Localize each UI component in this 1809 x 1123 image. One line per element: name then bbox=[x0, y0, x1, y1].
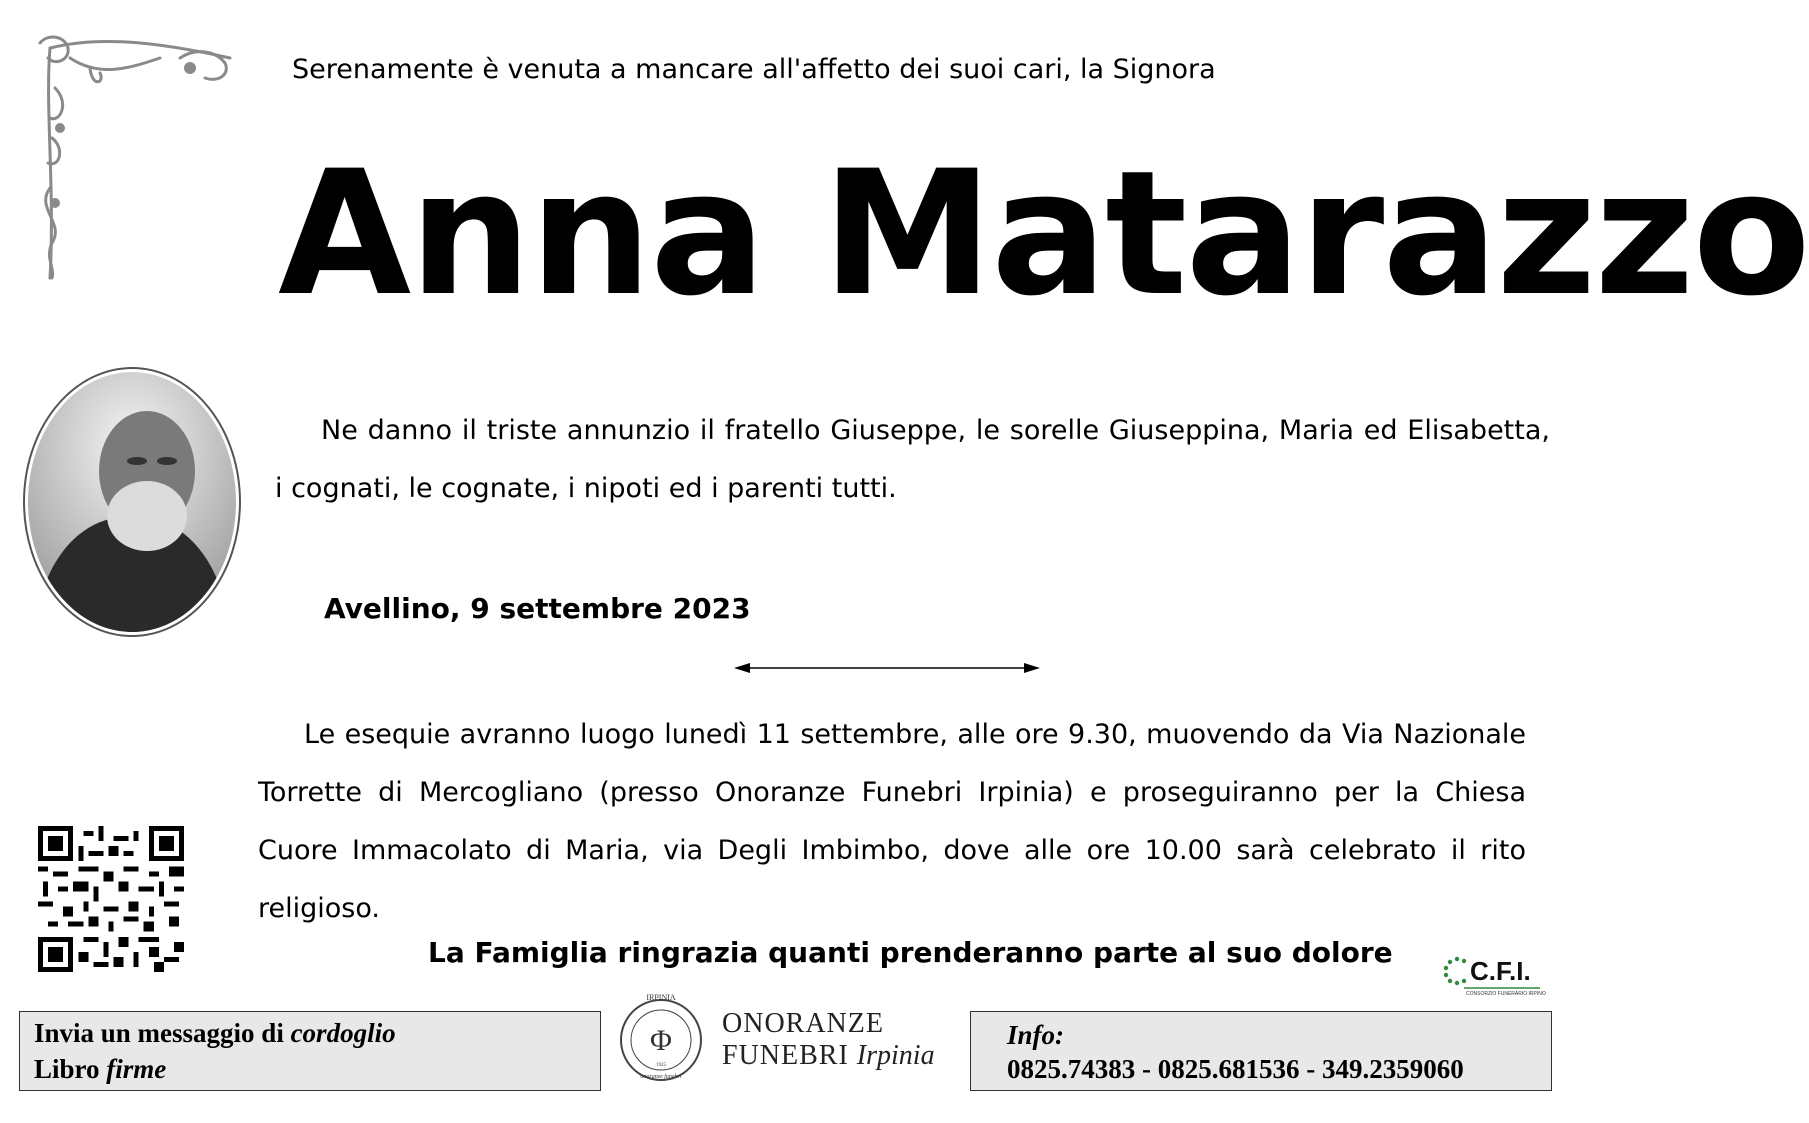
brand-line-1: ONORANZE bbox=[722, 1008, 884, 1039]
svg-text:IRPINIA: IRPINIA bbox=[646, 993, 676, 1002]
svg-text:1925: 1925 bbox=[656, 1063, 666, 1068]
svg-text:onoranze funebri: onoranze funebri bbox=[640, 1074, 682, 1080]
announcement-paragraph: Ne danno il triste annunzio il fratello Giuseppe, le sorelle Giuseppina, Maria ed Elisabetta, i cognati, le cognate, i nipoti ed i parenti tutti. bbox=[275, 415, 1550, 504]
condolence-box[interactable] bbox=[19, 1011, 601, 1091]
guestbook-link[interactable]: Libro firme bbox=[34, 1054, 167, 1084]
funeral-paragraph: Le esequie avranno luogo lunedì 11 settembre, alle ore 9.30, muovendo da Via Nazionale Torrette di Mercogliano (presso Onoranze Funebri Irpinia) e proseguiranno per la Chiesa Cuore Immacolato di Maria, via Degli Imbimbo, dove alle ore 10.00 sarà celebrato il rito religioso. bbox=[258, 719, 1526, 924]
date-place: Avellino, 9 settembre 2023 bbox=[324, 592, 751, 625]
condolence-link[interactable]: Invia un messaggio di cordoglio bbox=[34, 1018, 396, 1048]
deceased-name: Anna Matarazzo bbox=[278, 133, 1809, 334]
svg-text:Φ: Φ bbox=[650, 1024, 672, 1057]
brand-line-2: FUNEBRI Irpinia bbox=[722, 1040, 935, 1071]
corner-ornament bbox=[30, 28, 240, 288]
info-box bbox=[970, 1011, 1552, 1091]
portrait-photo bbox=[22, 366, 242, 638]
funeral-home-seal bbox=[618, 988, 704, 1088]
qr-code[interactable] bbox=[38, 826, 184, 972]
phone-numbers[interactable]: 0825.74383 - 0825.681536 - 349.2359060 bbox=[1007, 1054, 1464, 1084]
intro-text: Serenamente è venuta a mancare all'affetto dei suoi cari, la Signora bbox=[292, 54, 1216, 85]
thanks-line: La Famiglia ringrazia quanti prenderanno parte al suo dolore bbox=[428, 936, 1393, 969]
double-arrow-divider bbox=[732, 658, 1042, 678]
svg-text:CONSORZIO FUNERARIO IRPINO: CONSORZIO FUNERARIO IRPINO bbox=[1466, 991, 1546, 997]
svg-text:C.F.I.: C.F.I. bbox=[1470, 956, 1531, 986]
info-label: Info: bbox=[1007, 1020, 1065, 1050]
cfi-logo bbox=[1442, 950, 1546, 998]
